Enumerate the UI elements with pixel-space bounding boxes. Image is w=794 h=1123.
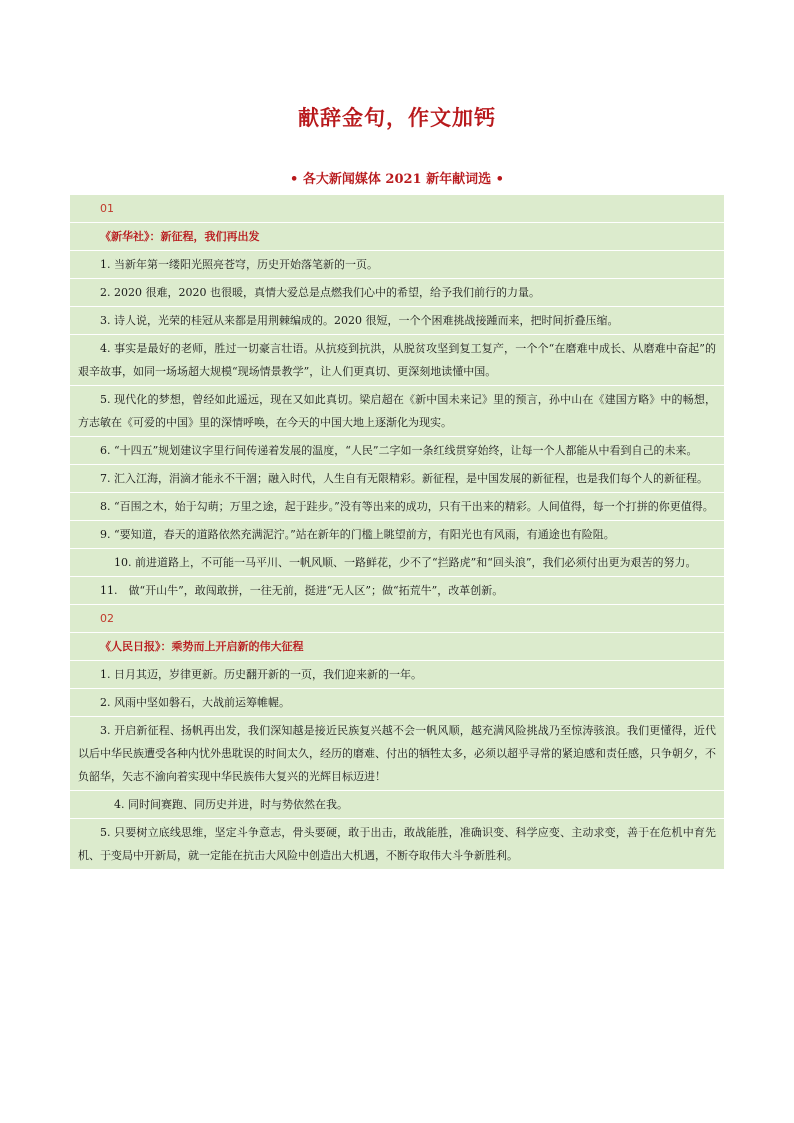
quote-item: 10. 前进道路上，不可能一马平川、一帆风顺、一路鲜花，少不了“拦路虎”和“回头浪”，我们必须付出更为艰苦的努力。: [70, 549, 724, 577]
quote-item: 4. 事实是最好的老师，胜过一切豪言壮语。从抗疫到抗洪，从脱贫攻坚到复工复产，一个个“在磨难中成长、从磨难中奋起”的艰辛故事，如同一场场超大规模“现场情景教学”，让人们更真切、更深刻地读懂中国。: [70, 335, 724, 386]
quote-item: 1. 日月其迈，岁律更新。历史翻开新的一页，我们迎来新的一年。: [70, 661, 724, 689]
document-title: 献辞金句，作文加钙: [298, 105, 496, 130]
quote-item: 3. 开启新征程、扬帆再出发，我们深知越是接近民族复兴越不会一帆风顺，越充满风险挑战乃至惊涛骇浪。我们更懂得，近代以后中华民族遭受各种内忧外患耽误的时间太久，经历的磨难、付出的牺牲太多，必须以超乎寻常的紧迫感和责任感，只争朝夕，不负韶华，矢志不渝向着实现中华民族伟大复兴的光辉目标迈进！: [70, 717, 724, 791]
quote-item: 6. “十四五”规划建议字里行间传递着发展的温度，“人民”二字如一条红线贯穿始终，让每一个人都能从中看到自己的未来。: [70, 437, 724, 465]
quote-item: 4. 同时间赛跑、同历史并进，时与势依然在我。: [70, 791, 724, 819]
quote-item: 2. 2020 很难，2020 也很暖，真情大爱总是点燃我们心中的希望，给予我们前行的力量。: [70, 279, 724, 307]
quote-item: 3. 诗人说，光荣的桂冠从来都是用荆棘编成的。2020 很短，一个个困难挑战接踵而来，把时间折叠压缩。: [70, 307, 724, 335]
section-number: 02: [70, 605, 724, 633]
document-subtitle: • 各大新闻媒体 2021 新年献词选 •: [290, 172, 504, 187]
quote-item: 1. 当新年第一缕阳光照亮苍穹，历史开始落笔新的一页。: [70, 251, 724, 279]
section-heading: 《新华社》：新征程，我们再出发: [70, 223, 724, 251]
section-heading: 《人民日报》：乘势而上开启新的伟大征程: [70, 633, 724, 661]
quote-item: 9. “要知道，春天的道路依然充满泥泞。”站在新年的门槛上眺望前方，有阳光也有风雨，有通途也有险阻。: [70, 521, 724, 549]
quote-item: 7. 汇入江海，涓滴才能永不干涸；融入时代，人生自有无限精彩。新征程，是中国发展的新征程，也是我们每个人的新征程。: [70, 465, 724, 493]
quote-table: [70, 194, 724, 870]
quote-item: 8. “百围之木，始于勾萌；万里之途，起于跬步。”没有等出来的成功，只有干出来的精彩。人间值得，每一个打拼的你更值得。: [70, 493, 724, 521]
quote-item: 2. 风雨中坚如磐石，大战前运筹帷幄。: [70, 689, 724, 717]
quote-item: 5. 现代化的梦想，曾经如此遥远，现在又如此真切。梁启超在《新中国未来记》里的预言，孙中山在《建国方略》中的畅想，方志敏在《可爱的中国》里的深情呼唤，在今天的中国大地上逐渐化为现实。: [70, 386, 724, 437]
section-number: 01: [70, 195, 724, 223]
quote-item: 5. 只要树立底线思维，坚定斗争意志，骨头要硬，敢于出击，敢战能胜，准确识变、科学应变、主动求变，善于在危机中育先机、于变局中开新局，就一定能在抗击大风险中创造出大机遇，不断夺取伟大斗争新胜利。: [70, 819, 724, 870]
quote-item: 11. 做“开山牛”，敢闯敢拼，一往无前，挺进“无人区”；做“拓荒牛”，改革创新。: [70, 577, 724, 605]
